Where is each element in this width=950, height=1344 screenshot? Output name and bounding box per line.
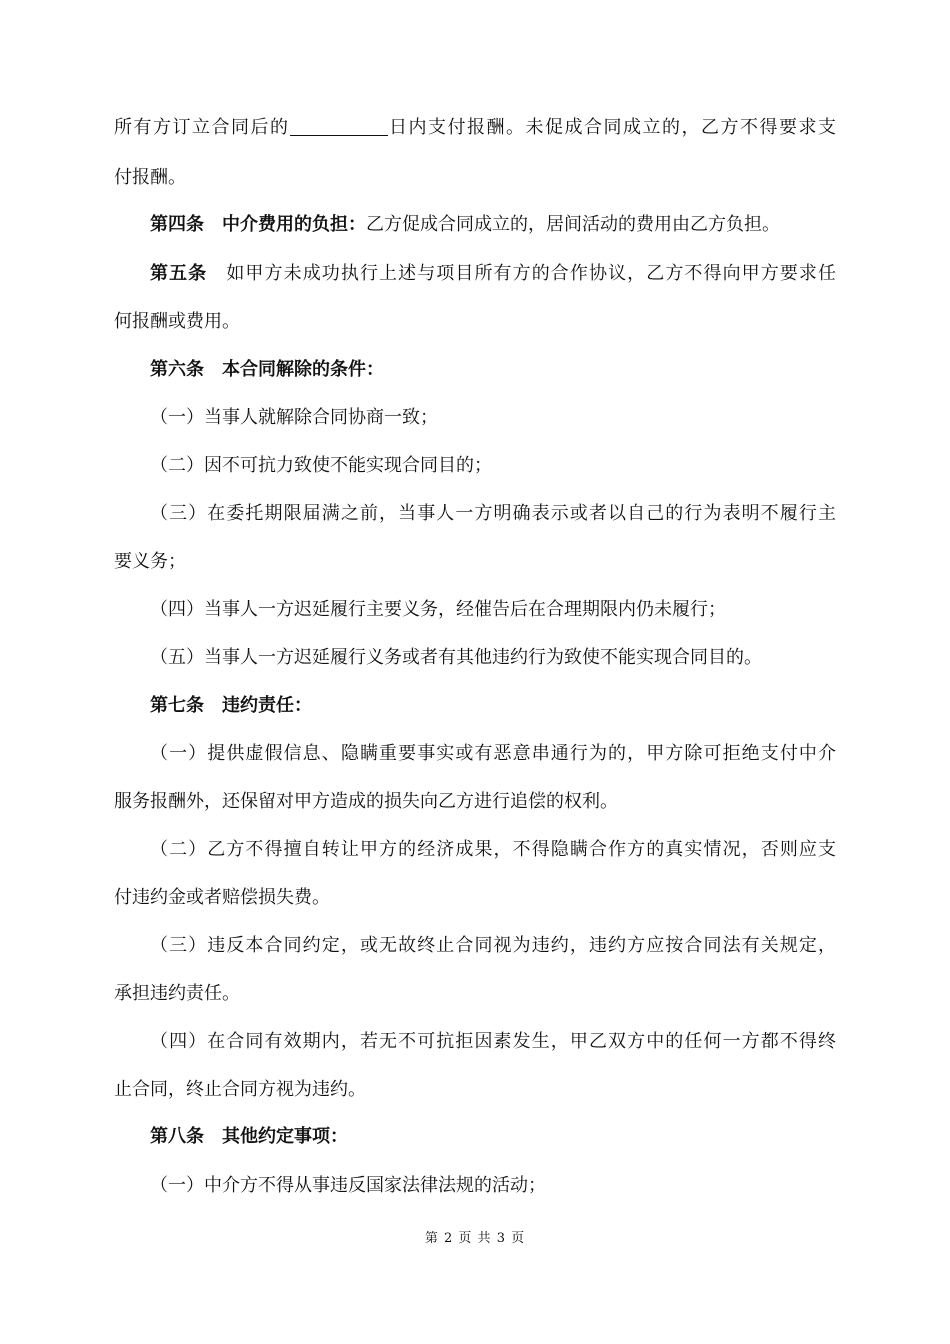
list-item: （一）提供虚假信息、隐瞒重要事实或有恶意串通行为的，甲方除可拒绝支付中介 <box>150 743 836 764</box>
list-item-continuation: 止合同，终止合同方视为违约。 <box>114 1079 366 1100</box>
article-heading: 第八条 其他约定事项： <box>150 1126 348 1147</box>
list-item: （一）中介方不得从事违反国家法律法规的活动； <box>150 1175 546 1196</box>
list-item: （三）违反本合同约定，或无故终止合同视为违约，违约方应按合同法有关规定， <box>150 935 836 956</box>
article-heading: 第七条 违约责任： <box>150 695 312 716</box>
text-span: 日内支付报酬。未促成合同成立的，乙方不得要求支 <box>387 117 836 138</box>
blank-underline <box>290 117 388 136</box>
list-item-continuation: 承担违约责任。 <box>114 983 240 1004</box>
list-item-continuation: 要义务； <box>114 551 186 572</box>
list-item: （一）当事人就解除合同协商一致； <box>150 407 438 428</box>
article-4 <box>150 213 836 237</box>
article-heading: 第五条 <box>150 263 208 284</box>
paragraph-line: 付报酬。 <box>114 167 186 188</box>
list-item: （三）在委托期限届满之前，当事人一方明确表示或者以自己的行为表明不履行主 <box>150 503 836 524</box>
page-footer: 第 2 页 共 3 页 <box>424 1231 526 1246</box>
paragraph-line: 何报酬或费用。 <box>114 311 240 332</box>
article-5 <box>150 262 836 286</box>
list-item: （五）当事人一方迟延履行义务或者有其他违约行为致使不能实现合同目的。 <box>150 647 762 668</box>
list-item-continuation: 服务报酬外，还保留对甲方造成的损失向乙方进行追偿的权利。 <box>114 791 618 812</box>
article-heading: 第四条 中介费用的负担： <box>150 214 366 235</box>
article-body: 乙方促成合同成立的，居间活动的费用由乙方负担。 <box>366 214 780 235</box>
list-item: （二）乙方不得擅自转让甲方的经济成果，不得隐瞒合作方的真实情况，否则应支 <box>150 839 836 860</box>
paragraph-line <box>114 116 836 140</box>
list-item: （二）因不可抗力致使不能实现合同目的； <box>150 455 492 476</box>
text-span: 所有方订立合同后的 <box>114 117 290 138</box>
article-heading: 第六条 本合同解除的条件： <box>150 359 384 380</box>
list-item: （四）在合同有效期内，若无不可抗拒因素发生，甲乙双方中的任何一方都不得终 <box>150 1031 836 1052</box>
list-item-continuation: 付违约金或者赔偿损失费。 <box>114 887 330 908</box>
list-item: （四）当事人一方迟延履行主要义务，经催告后在合理期限内仍未履行； <box>150 599 726 620</box>
article-body: 如甲方未成功执行上述与项目所有方的合作协议，乙方不得向甲方要求任 <box>207 263 836 284</box>
